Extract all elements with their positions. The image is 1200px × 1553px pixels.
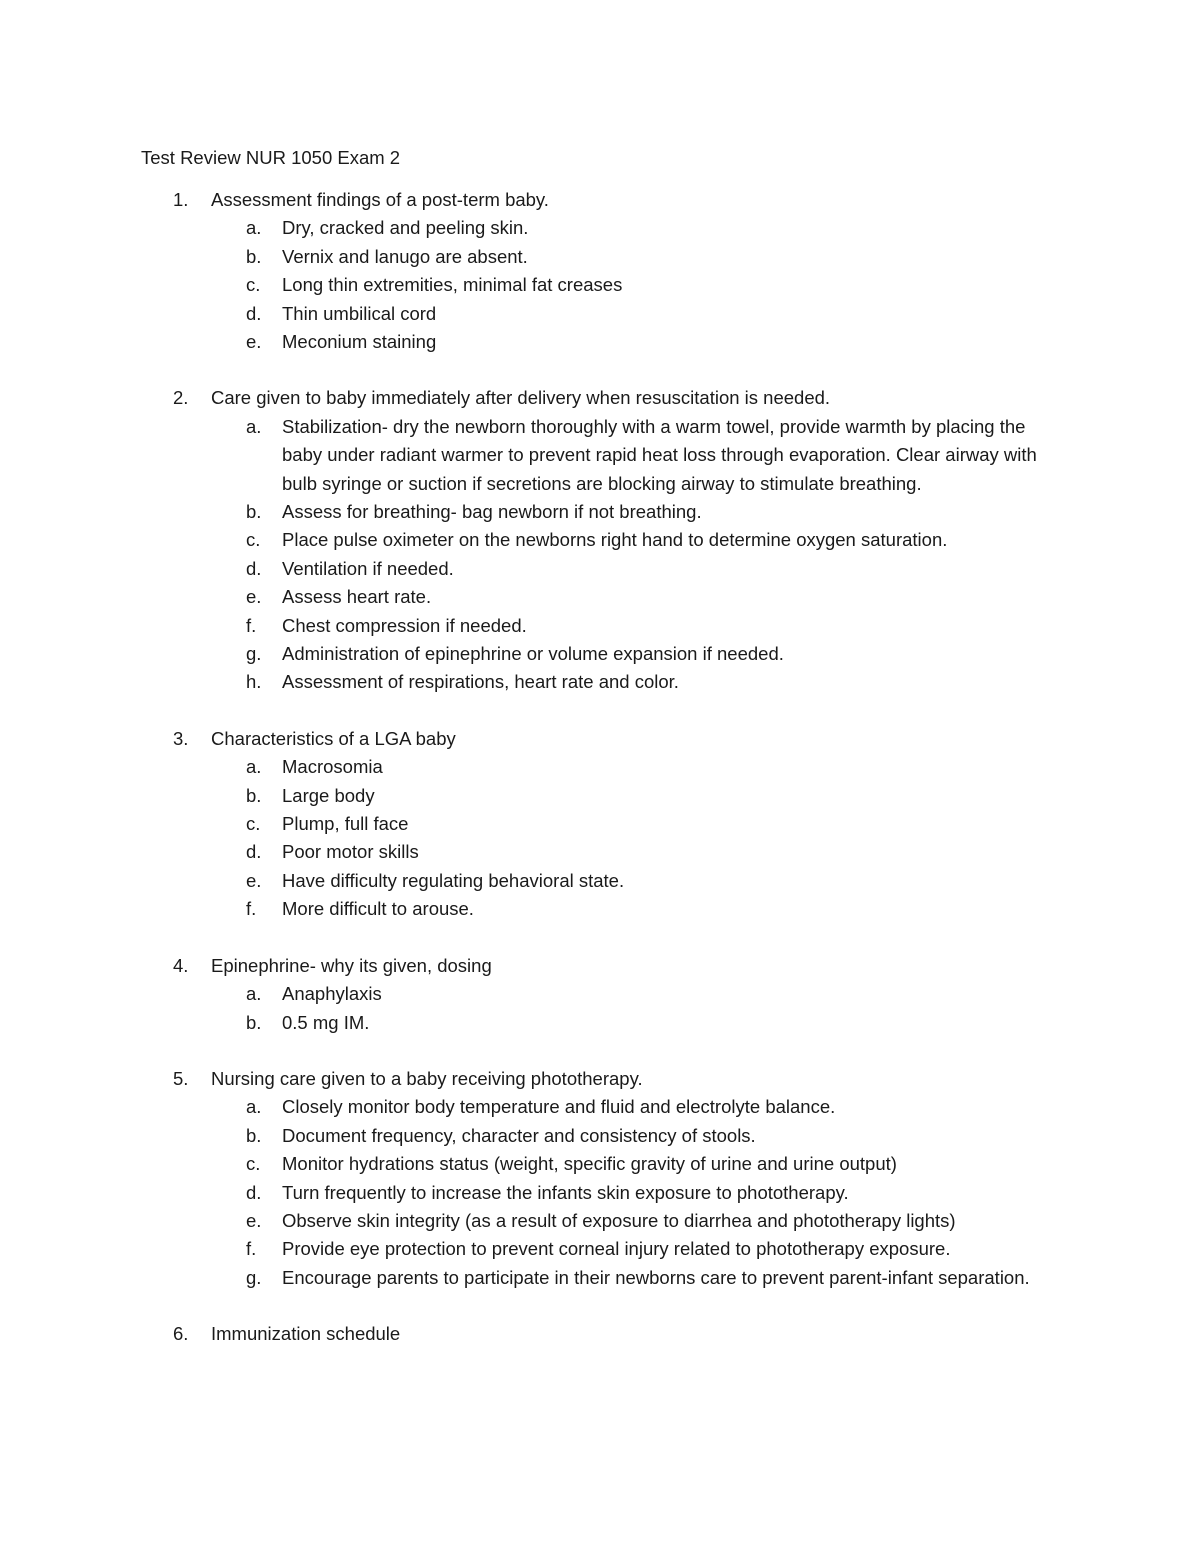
answer-text: Assess for breathing- bag newborn if not breathing. <box>282 501 702 523</box>
answer-letter: c. <box>246 274 261 296</box>
answer-letter: b. <box>246 1124 262 1146</box>
answer-text: Encourage parents to participate in their newborns care to prevent parent-infant separation. <box>282 1266 1030 1288</box>
answer-item <box>0 1009 1200 1037</box>
question-number: 5. <box>173 1067 189 1089</box>
answer-item <box>0 838 1200 866</box>
answer-list <box>0 214 1200 356</box>
answer-letter: c. <box>246 813 261 835</box>
answer-item <box>0 555 1200 583</box>
question-item <box>0 725 1200 924</box>
answer-letter: e. <box>246 1209 262 1231</box>
answer-letter: b. <box>246 1011 262 1033</box>
answer-text: Dry, cracked and peeling skin. <box>282 217 529 239</box>
answer-item <box>0 271 1200 299</box>
question-number: 6. <box>173 1323 189 1345</box>
answer-text: Meconium staining <box>282 331 437 353</box>
answer-text: Thin umbilical cord <box>282 302 437 324</box>
answer-text: Have difficulty regulating behavioral state. <box>282 869 625 891</box>
answer-list <box>0 980 1200 1037</box>
answer-letter: c. <box>246 529 261 551</box>
answer-letter: e. <box>246 331 262 353</box>
answer-letter: b. <box>246 784 262 806</box>
answer-item <box>0 1150 1200 1178</box>
question-number: 4. <box>173 954 189 976</box>
question-text: Assessment findings of a post-term baby. <box>211 189 549 210</box>
question-item <box>0 384 1200 696</box>
answer-item <box>0 980 1200 1008</box>
answer-letter: f. <box>246 1238 257 1260</box>
answer-item <box>0 300 1200 328</box>
answer-text: Assessment of respirations, heart rate and color. <box>282 671 679 693</box>
answer-item <box>0 668 1200 696</box>
answer-text: Turn frequently to increase the infants skin exposure to phototherapy. <box>282 1181 849 1203</box>
question-text: Nursing care given to a baby receiving phototherapy. <box>211 1067 643 1089</box>
answer-text: Closely monitor body temperature and fluid and electrolyte balance. <box>282 1096 836 1118</box>
answer-text: Macrosomia <box>282 756 383 778</box>
answer-letter: d. <box>246 302 262 324</box>
answer-item <box>0 1179 1200 1207</box>
question-number: 1. <box>173 189 189 210</box>
answer-text: Large body <box>282 784 375 806</box>
answer-item <box>0 1264 1200 1292</box>
answer-item <box>0 895 1200 923</box>
answer-item <box>0 526 1200 554</box>
answer-item <box>0 810 1200 838</box>
answer-text: Long thin extremities, minimal fat creases <box>282 274 623 296</box>
answer-letter: e. <box>246 869 262 891</box>
answer-text: More difficult to arouse. <box>282 898 474 920</box>
answer-item <box>0 214 1200 242</box>
answer-text: Poor motor skills <box>282 841 419 863</box>
answer-letter: g. <box>246 643 262 665</box>
question-text: Characteristics of a LGA baby <box>211 727 456 749</box>
answer-item <box>0 1207 1200 1235</box>
answer-item <box>0 753 1200 781</box>
question-text: Care given to baby immediately after delivery when resuscitation is needed. <box>211 387 831 409</box>
answer-letter: h. <box>246 671 262 693</box>
answer-text: Ventilation if needed. <box>282 557 454 579</box>
answer-item <box>0 1122 1200 1150</box>
question-item <box>0 1065 1200 1292</box>
answer-text: Stabilization- dry the newborn thoroughly with a warm towel, provide warmth by placing the baby under radiant warmer to prevent rapid heat loss through evaporation. Clear airway with bulb syringe or suction if secretions are blocking airway to stimulate breathing. <box>282 415 1037 494</box>
answer-item <box>0 1093 1200 1121</box>
answer-letter: f. <box>246 614 257 636</box>
answer-text: Vernix and lanugo are absent. <box>282 245 528 267</box>
answer-text: Chest compression if needed. <box>282 614 527 636</box>
answer-letter: g. <box>246 1266 262 1288</box>
answer-letter: a. <box>246 1096 262 1118</box>
answer-letter: a. <box>246 756 262 778</box>
answer-letter: c. <box>246 1153 261 1175</box>
answer-text: 0.5 mg IM. <box>282 1011 370 1033</box>
question-item <box>0 1320 1200 1348</box>
answer-letter: a. <box>246 983 262 1005</box>
answer-text: Anaphylaxis <box>282 983 382 1005</box>
answer-item <box>0 328 1200 356</box>
answer-letter: a. <box>246 415 262 437</box>
question-number: 2. <box>173 387 189 409</box>
answer-item <box>0 583 1200 611</box>
answer-letter: b. <box>246 501 262 523</box>
answer-item <box>0 413 1200 498</box>
answer-list <box>0 413 1200 697</box>
answer-letter: d. <box>246 557 262 579</box>
question-text: Immunization schedule <box>211 1323 401 1345</box>
question-item <box>0 952 1200 1037</box>
answer-letter: f. <box>246 898 257 920</box>
answer-item <box>0 867 1200 895</box>
question-text: Epinephrine- why its given, dosing <box>211 954 492 976</box>
answer-item <box>0 782 1200 810</box>
question-item <box>0 186 1200 356</box>
answer-item <box>0 640 1200 668</box>
answer-letter: d. <box>246 1181 262 1203</box>
answer-text: Plump, full face <box>282 813 409 835</box>
answer-item <box>0 1235 1200 1263</box>
question-number: 3. <box>173 727 189 749</box>
answer-item <box>0 612 1200 640</box>
answer-letter: b. <box>246 245 262 267</box>
answer-text: Document frequency, character and consistency of stools. <box>282 1124 756 1146</box>
answer-list <box>0 753 1200 923</box>
answer-letter: a. <box>246 217 262 239</box>
answer-text: Administration of epinephrine or volume expansion if needed. <box>282 643 784 665</box>
answer-text: Place pulse oximeter on the newborns right hand to determine oxygen saturation. <box>282 529 948 551</box>
answer-letter: d. <box>246 841 262 863</box>
answer-list <box>0 1093 1200 1292</box>
answer-text: Monitor hydrations status (weight, specific gravity of urine and urine output) <box>282 1153 897 1175</box>
question-list <box>0 186 1200 1377</box>
answer-text: Observe skin integrity (as a result of exposure to diarrhea and phototherapy lights) <box>282 1209 956 1231</box>
answer-text: Provide eye protection to prevent corneal injury related to phototherapy exposure. <box>282 1238 951 1260</box>
answer-item <box>0 498 1200 526</box>
answer-letter: e. <box>246 586 262 608</box>
answer-text: Assess heart rate. <box>282 586 432 608</box>
page-title: Test Review NUR 1050 Exam 2 <box>141 147 401 168</box>
answer-item <box>0 243 1200 271</box>
